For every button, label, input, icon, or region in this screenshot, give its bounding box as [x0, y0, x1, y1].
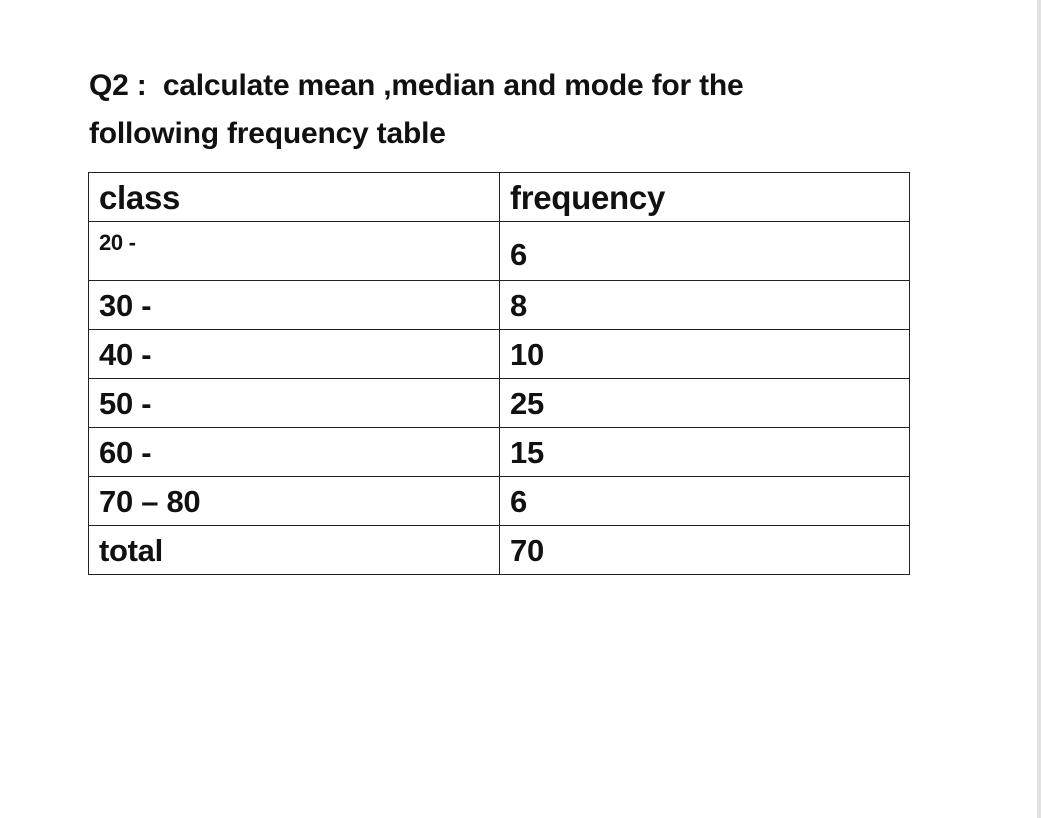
frequency-cell: 6 [500, 477, 910, 526]
table-row [89, 477, 910, 526]
table-row [89, 281, 910, 330]
header-class: class [89, 173, 500, 222]
frequency-cell: 6 [500, 222, 910, 281]
frequency-cell: 15 [500, 428, 910, 477]
class-cell: 60 - [89, 428, 500, 477]
header-frequency: frequency [500, 173, 910, 222]
total-frequency-cell: 70 [500, 526, 910, 575]
table-row [89, 222, 910, 281]
table-header-row [89, 173, 910, 222]
table-row [89, 379, 910, 428]
class-cell: 40 - [89, 330, 500, 379]
question-text [89, 62, 849, 158]
class-cell: 20 - [89, 222, 500, 281]
frequency-cell: 25 [500, 379, 910, 428]
question-line-2: following frequency table [89, 117, 446, 150]
table-row [89, 330, 910, 379]
class-cell: 50 - [89, 379, 500, 428]
frequency-cell: 8 [500, 281, 910, 330]
class-cell: 30 - [89, 281, 500, 330]
total-label-cell: total [89, 526, 500, 575]
frequency-cell: 10 [500, 330, 910, 379]
page-right-edge [1037, 0, 1041, 818]
frequency-table [88, 172, 910, 575]
question-line-1: Q2 : calculate mean ,median and mode for the [89, 69, 744, 102]
class-cell: 70 – 80 [89, 477, 500, 526]
table-total-row [89, 526, 910, 575]
table-row [89, 428, 910, 477]
